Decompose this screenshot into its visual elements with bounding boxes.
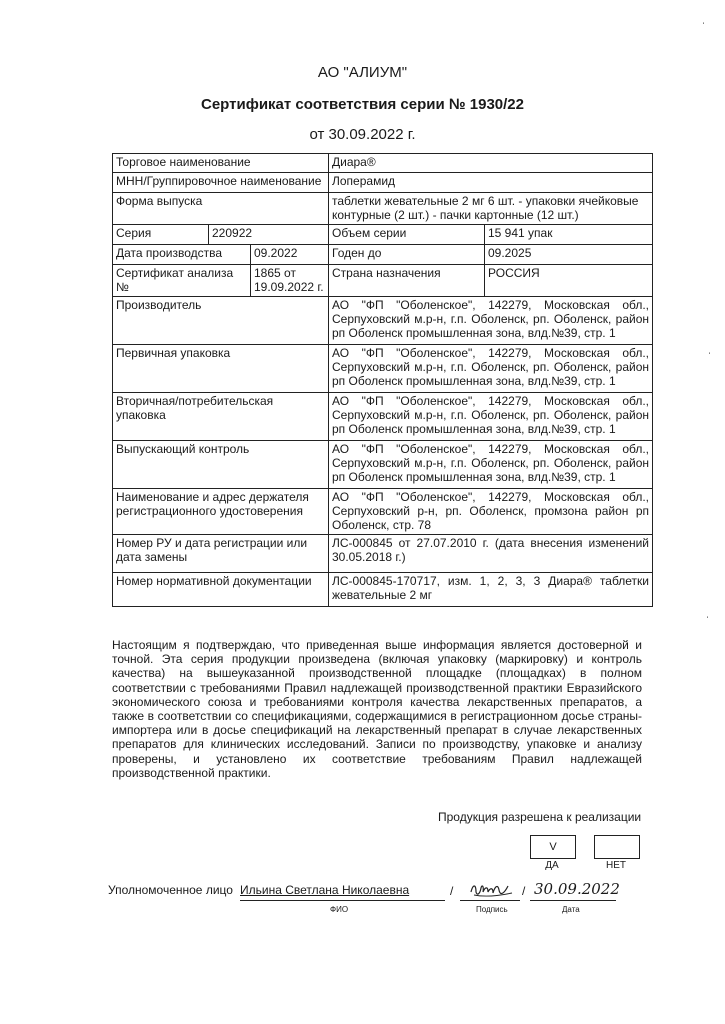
manufacturer-label: Производитель [113, 297, 329, 345]
signature-caption: Подпись [476, 905, 508, 914]
table-row [113, 345, 653, 393]
primary-packaging-value: АО "ФП "Оболенское", 142279, Московская обл., Серпуховский м.р-н, г.п. Оболенск, рп. Оболенск, район рп Оболенск промышленная зона, влд.№39, стр. 1 [329, 345, 653, 393]
ru-number-value: ЛС-000845 от 27.07.2010 г. (дата внесения изменений 30.05.2018 г.) [329, 535, 653, 573]
scan-mark: ˈ [708, 352, 712, 363]
table-row [113, 265, 653, 297]
separator: / [522, 884, 526, 898]
table-row [113, 193, 653, 225]
date-caption: Дата [562, 905, 580, 914]
primary-packaging-label: Первичная упаковка [113, 345, 329, 393]
volume-label: Объем серии [329, 225, 485, 245]
country-value: РОССИЯ [485, 265, 653, 297]
trade-name-value: Диара® [329, 154, 653, 173]
table-row [113, 173, 653, 193]
release-control-label: Выпускающий контроль [113, 441, 329, 489]
secondary-packaging-value: АО "ФП "Оболенское", 142279, Московская обл., Серпуховский м.р-н, г.п. Оболенск, рп. Оболенск, район рп Оболенск промышленная зона, влд.№39, стр. 1 [329, 393, 653, 441]
analysis-label: Сертификат анализа № [113, 265, 251, 297]
company-name: АО "АЛИУМ" [317, 64, 408, 81]
table-row [113, 225, 653, 245]
analysis-value: 1865 от 19.09.2022 г. [251, 265, 329, 297]
authorized-person-label: Уполномоченное лицо [108, 883, 233, 897]
authorized-person-name: Ильина Светлана Николаевна [240, 883, 410, 897]
date-line [530, 900, 616, 901]
expiry-label: Годен до [329, 245, 485, 265]
table-row [113, 393, 653, 441]
certificate-date: от 30.09.2022 г. [309, 126, 416, 143]
holder-label: Наименование и адрес держателя регистрационного удостоверения [113, 489, 329, 535]
ru-number-label: Номер РУ и дата регистрации или дата замены [113, 535, 329, 573]
table-row [113, 573, 653, 607]
trade-name-label: Торговое наименование [113, 154, 329, 173]
yes-checkbox[interactable]: V [530, 835, 576, 859]
manufacturer-value: АО "ФП "Оболенское", 142279, Московская обл., Серпуховский м.р-н, г.п. Оболенск, рп. Оболенск, район рп Оболенск промышленная зона, влд.№39, стр. 1 [329, 297, 653, 345]
volume-value: 15 941 упак [485, 225, 653, 245]
handwritten-date: 30.09.2022 [534, 880, 620, 898]
no-checkbox[interactable] [594, 835, 640, 859]
expiry-value: 09.2025 [485, 245, 653, 265]
table-row [113, 441, 653, 489]
form-label: Форма выпуска [113, 193, 329, 225]
inn-value: Лоперамид [329, 173, 653, 193]
table-row [113, 154, 653, 173]
nd-number-value: ЛС-000845-170717, изм. 1, 2, 3, 3 Диара® таблетки жевательные 2 мг [329, 573, 653, 607]
name-line [240, 900, 445, 901]
release-allowed-text: Продукция разрешена к реализации [438, 810, 642, 824]
prod-date-label: Дата производства [113, 245, 251, 265]
certificate-title: Сертификат соответствия серии № 1930/22 [201, 96, 524, 113]
secondary-packaging-label: Вторичная/потребительская упаковка [113, 393, 329, 441]
table-row [113, 535, 653, 573]
country-label: Страна назначения [329, 265, 485, 297]
separator: / [450, 884, 454, 898]
handwritten-signature [468, 878, 514, 900]
prod-date-value: 09.2022 [251, 245, 329, 265]
no-label: НЕТ [606, 860, 626, 871]
release-control-value: АО "ФП "Оболенское", 142279, Московская обл., Серпуховский м.р-н, г.п. Оболенск, рп. Оболенск, район рп Оболенск промышленная зона, влд.№39, стр. 1 [329, 441, 653, 489]
yes-label: ДА [545, 860, 559, 871]
scan-mark: ˈ [706, 616, 710, 627]
holder-value: АО "ФП "Оболенское", 142279, Московская обл., Серпуховский р-н, рп. Оболенск, промзона район рп Оболенск, стр. 78 [329, 489, 653, 535]
signature-line [460, 900, 520, 901]
table-row [113, 245, 653, 265]
table-row [113, 489, 653, 535]
series-value: 220922 [209, 225, 329, 245]
nd-number-label: Номер нормативной документации [113, 573, 329, 607]
form-value: таблетки жевательные 2 мг 6 шт. - упаковки ячейковые контурные (2 шт.) - пачки картонные (12 шт.) [329, 193, 653, 225]
confirmation-statement: Настоящим я подтверждаю, что приведенная выше информация является достоверной и точной. Эта серия продукции произведена (включая упаковку (маркировку) и контроль качества) на вышеуказанной производственной площадке (площадках) в полном соответствии с требованиями Правил надлежащей производственной практики Евразийского экономического союза и требованиями контроля качества лекарственных препаратов, а также в соответствии со спецификациями, содержащимися в регистрационном досье страны-импортера или в досье спецификаций на лекарственный препарат в случае лекарственных препаратов для клинических исследований. Записи по производству, упаковке и анализу проверены, и установлено их соответствие требованиям Правил надлежащей производственной практики. [112, 638, 642, 780]
table-row [113, 297, 653, 345]
series-label: Серия [113, 225, 209, 245]
scan-mark: ˈ [702, 22, 706, 33]
fio-caption: ФИО [330, 905, 349, 914]
inn-label: МНН/Группировочное наименование [113, 173, 329, 193]
certificate-table [112, 153, 653, 607]
